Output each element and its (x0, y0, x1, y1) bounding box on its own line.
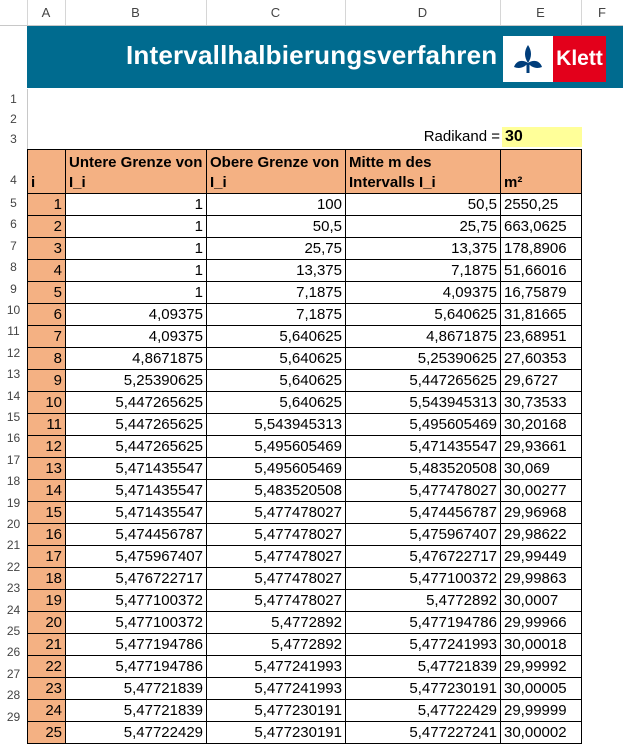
cell-i[interactable]: 9 (28, 370, 66, 392)
cell-lower-bound[interactable]: 4,8671875 (66, 348, 207, 370)
cell-upper-bound[interactable]: 5,640625 (207, 370, 346, 392)
cell-m-squared[interactable]: 30,73533 (501, 392, 582, 414)
row-header[interactable]: 4 (0, 150, 28, 193)
column-header-d[interactable]: D (345, 0, 501, 26)
cell-upper-bound[interactable]: 5,477478027 (207, 590, 346, 612)
cell-midpoint[interactable]: 5,640625 (346, 304, 501, 326)
cell-midpoint[interactable]: 5,25390625 (346, 348, 501, 370)
cell-i[interactable]: 4 (28, 260, 66, 282)
row-header[interactable]: 17 (0, 450, 28, 471)
cell-i[interactable]: 16 (28, 524, 66, 546)
cell-midpoint[interactable]: 5,47722429 (346, 700, 501, 722)
cell-lower-bound[interactable]: 1 (66, 282, 207, 304)
cell-upper-bound[interactable]: 5,640625 (207, 348, 346, 370)
table-row (28, 370, 582, 392)
cell-i[interactable]: 6 (28, 304, 66, 326)
cell-m-squared[interactable]: 663,0625 (501, 216, 582, 238)
cell-lower-bound[interactable]: 5,447265625 (66, 392, 207, 414)
cell-upper-bound[interactable]: 5,477241993 (207, 678, 346, 700)
cell-m-squared[interactable]: 27,60353 (501, 348, 582, 370)
cell-upper-bound[interactable]: 5,477241993 (207, 656, 346, 678)
row-header[interactable]: 7 (0, 236, 28, 257)
cell-midpoint[interactable]: 13,375 (346, 238, 501, 260)
cell-m-squared[interactable]: 29,6727 (501, 370, 582, 392)
cell-i[interactable]: 3 (28, 238, 66, 260)
row-header[interactable]: 29 (0, 707, 28, 728)
row-header[interactable]: 13 (0, 364, 28, 385)
cell-i[interactable]: 14 (28, 480, 66, 502)
cell-i[interactable]: 19 (28, 590, 66, 612)
row-header[interactable]: 16 (0, 428, 28, 449)
table-row (28, 304, 582, 326)
row-header[interactable]: 21 (0, 535, 28, 556)
table-row (28, 260, 582, 282)
cell-midpoint[interactable]: 5,447265625 (346, 370, 501, 392)
row-header[interactable]: 22 (0, 557, 28, 578)
table-row (28, 194, 582, 216)
banner-title: Intervallhalbierungsverfahren (126, 40, 498, 70)
cell-i[interactable]: 11 (28, 414, 66, 436)
cell-upper-bound[interactable]: 7,1875 (207, 282, 346, 304)
cell-upper-bound[interactable]: 5,640625 (207, 392, 346, 414)
cell-midpoint[interactable]: 5,476722717 (346, 546, 501, 568)
cell-lower-bound[interactable]: 5,477194786 (66, 634, 207, 656)
cell-upper-bound[interactable]: 5,543945313 (207, 414, 346, 436)
cell-m-squared[interactable]: 23,68951 (501, 326, 582, 348)
cell-i[interactable]: 20 (28, 612, 66, 634)
row-header[interactable]: 19 (0, 493, 28, 514)
table-row (28, 700, 582, 722)
cell-i[interactable]: 15 (28, 502, 66, 524)
cell-midpoint[interactable]: 4,8671875 (346, 326, 501, 348)
table-row (28, 678, 582, 700)
cell-midpoint[interactable]: 5,543945313 (346, 392, 501, 414)
klett-logo (503, 36, 606, 82)
cell-m-squared[interactable]: 30,20168 (501, 414, 582, 436)
cell-m-squared[interactable]: 30,069 (501, 458, 582, 480)
cell-midpoint[interactable]: 4,09375 (346, 282, 501, 304)
table-row (28, 414, 582, 436)
cell-midpoint[interactable]: 5,4772892 (346, 590, 501, 612)
cell-lower-bound[interactable]: 5,47721839 (66, 700, 207, 722)
column-header-bar (0, 0, 623, 26)
cell-midpoint[interactable]: 25,75 (346, 216, 501, 238)
table-row (28, 656, 582, 678)
row-header[interactable]: 2 (0, 109, 28, 129)
row-header[interactable]: 28 (0, 685, 28, 706)
cell-m-squared[interactable]: 29,96968 (501, 502, 582, 524)
table-row (28, 612, 582, 634)
cell-upper-bound[interactable]: 5,477230191 (207, 722, 346, 744)
header-midpoint[interactable]: Mitte m des Intervalls I_i (346, 150, 501, 194)
cell-lower-bound[interactable]: 5,47722429 (66, 722, 207, 744)
cell-midpoint[interactable]: 5,477478027 (346, 480, 501, 502)
table-row (28, 722, 582, 744)
header-lower-bound[interactable]: Untere Grenze von I_i (66, 150, 207, 194)
select-all-corner[interactable] (0, 0, 28, 26)
column-header-a[interactable]: A (27, 0, 66, 26)
cell-upper-bound[interactable]: 5,495605469 (207, 458, 346, 480)
cell-i[interactable]: 22 (28, 656, 66, 678)
cell-m-squared[interactable]: 30,00277 (501, 480, 582, 502)
cell-midpoint[interactable]: 5,477227241 (346, 722, 501, 744)
header-i[interactable]: i (28, 150, 66, 194)
row-header[interactable]: 25 (0, 621, 28, 642)
cell-lower-bound[interactable]: 1 (66, 238, 207, 260)
column-header-e[interactable]: E (500, 0, 582, 26)
cell-upper-bound[interactable]: 5,477478027 (207, 502, 346, 524)
cell-m-squared[interactable]: 29,93661 (501, 436, 582, 458)
table-row (28, 502, 582, 524)
row-header[interactable]: 5 (0, 193, 28, 214)
row-header[interactable]: 23 (0, 578, 28, 599)
cell-i[interactable]: 5 (28, 282, 66, 304)
row-header[interactable]: 27 (0, 664, 28, 685)
cell-m-squared[interactable]: 30,00002 (501, 722, 582, 744)
cell-lower-bound[interactable]: 1 (66, 260, 207, 282)
cell-i[interactable]: 8 (28, 348, 66, 370)
cell-i[interactable]: 18 (28, 568, 66, 590)
row-header[interactable]: 18 (0, 471, 28, 492)
cell-lower-bound[interactable]: 5,25390625 (66, 370, 207, 392)
cell-m-squared[interactable]: 31,81665 (501, 304, 582, 326)
cell-midpoint[interactable]: 5,477230191 (346, 678, 501, 700)
header-m-squared[interactable]: m² (501, 150, 582, 194)
row-header[interactable]: 6 (0, 214, 28, 235)
cell-lower-bound[interactable]: 1 (66, 194, 207, 216)
table-row (28, 590, 582, 612)
radikand-label: Radikand = (423, 128, 500, 145)
row-header[interactable]: 14 (0, 386, 28, 407)
cell-upper-bound[interactable]: 13,375 (207, 260, 346, 282)
cell-m-squared[interactable]: 30,0007 (501, 590, 582, 612)
cell-lower-bound[interactable]: 5,475967407 (66, 546, 207, 568)
cell-lower-bound[interactable]: 5,447265625 (66, 414, 207, 436)
cell-i[interactable]: 12 (28, 436, 66, 458)
row-header[interactable]: 15 (0, 407, 28, 428)
cell-lower-bound[interactable]: 5,471435547 (66, 480, 207, 502)
cell-m-squared[interactable]: 51,66016 (501, 260, 582, 282)
cell-i[interactable]: 25 (28, 722, 66, 744)
cell-upper-bound[interactable]: 5,477230191 (207, 700, 346, 722)
cell-i[interactable]: 7 (28, 326, 66, 348)
cell-m-squared[interactable]: 29,98622 (501, 524, 582, 546)
cell-upper-bound[interactable]: 5,477478027 (207, 546, 346, 568)
cell-midpoint[interactable]: 5,474456787 (346, 502, 501, 524)
row-header[interactable]: 12 (0, 343, 28, 364)
cell-m-squared[interactable]: 178,8906 (501, 238, 582, 260)
cell-lower-bound[interactable]: 5,47721839 (66, 678, 207, 700)
row-header[interactable]: 20 (0, 514, 28, 535)
cell-m-squared[interactable]: 29,99999 (501, 700, 582, 722)
cell-upper-bound[interactable]: 5,4772892 (207, 634, 346, 656)
cell-i[interactable]: 13 (28, 458, 66, 480)
cell-upper-bound[interactable]: 5,640625 (207, 326, 346, 348)
cell-m-squared[interactable]: 2550,25 (501, 194, 582, 216)
row-header[interactable]: 1 (0, 89, 28, 109)
radikand-input-cell[interactable]: 30 (502, 127, 582, 147)
header-upper-bound[interactable]: Obere Grenze von I_i (207, 150, 346, 194)
table-row (28, 480, 582, 502)
cell-midpoint[interactable]: 5,47721839 (346, 656, 501, 678)
row-header[interactable]: 11 (0, 321, 28, 342)
cell-i[interactable]: 23 (28, 678, 66, 700)
row-header[interactable]: 26 (0, 642, 28, 663)
cell-lower-bound[interactable]: 5,477100372 (66, 590, 207, 612)
cell-midpoint[interactable]: 5,483520508 (346, 458, 501, 480)
cell-midpoint[interactable]: 7,1875 (346, 260, 501, 282)
cell-i[interactable]: 21 (28, 634, 66, 656)
column-header-b[interactable]: B (65, 0, 207, 26)
cell-lower-bound[interactable]: 5,476722717 (66, 568, 207, 590)
cell-upper-bound[interactable]: 5,495605469 (207, 436, 346, 458)
cell-midpoint[interactable]: 50,5 (346, 194, 501, 216)
cell-m-squared[interactable]: 29,99966 (501, 612, 582, 634)
table-row (28, 282, 582, 304)
cell-upper-bound[interactable]: 7,1875 (207, 304, 346, 326)
cell-i[interactable]: 1 (28, 194, 66, 216)
cell-upper-bound[interactable]: 100 (207, 194, 346, 216)
table-header-row (28, 150, 582, 194)
cell-upper-bound[interactable]: 5,483520508 (207, 480, 346, 502)
cell-i[interactable]: 24 (28, 700, 66, 722)
cell-upper-bound[interactable]: 50,5 (207, 216, 346, 238)
row-header[interactable]: 3 (0, 129, 28, 150)
cell-upper-bound[interactable]: 5,4772892 (207, 612, 346, 634)
cell-lower-bound[interactable]: 1 (66, 216, 207, 238)
cell-i[interactable]: 17 (28, 546, 66, 568)
table-row (28, 436, 582, 458)
column-header-c[interactable]: C (206, 0, 346, 26)
table-row (28, 326, 582, 348)
cell-lower-bound[interactable]: 5,477100372 (66, 612, 207, 634)
cell-midpoint[interactable]: 5,477194786 (346, 612, 501, 634)
logo-text: Klett (553, 36, 606, 82)
table-body (28, 194, 582, 744)
cell-i[interactable]: 10 (28, 392, 66, 414)
cell-midpoint[interactable]: 5,477241993 (346, 634, 501, 656)
cell-midpoint[interactable]: 5,477100372 (346, 568, 501, 590)
table-row (28, 216, 582, 238)
cell-upper-bound[interactable]: 25,75 (207, 238, 346, 260)
cell-lower-bound[interactable]: 4,09375 (66, 304, 207, 326)
cell-midpoint[interactable]: 5,495605469 (346, 414, 501, 436)
table-row (28, 546, 582, 568)
cell-midpoint[interactable]: 5,475967407 (346, 524, 501, 546)
bisection-table (27, 149, 582, 744)
cell-m-squared[interactable]: 29,99992 (501, 656, 582, 678)
table-row (28, 524, 582, 546)
table-row (28, 348, 582, 370)
cell-lower-bound[interactable]: 5,471435547 (66, 458, 207, 480)
cell-upper-bound[interactable]: 5,477478027 (207, 568, 346, 590)
table-row (28, 568, 582, 590)
klett-logo-icon (503, 36, 553, 82)
cell-m-squared[interactable]: 29,99449 (501, 546, 582, 568)
cell-lower-bound[interactable]: 4,09375 (66, 326, 207, 348)
cell-lower-bound[interactable]: 5,471435547 (66, 502, 207, 524)
table-row (28, 634, 582, 656)
row-header[interactable]: 10 (0, 300, 28, 321)
table-row (28, 458, 582, 480)
table-row (28, 392, 582, 414)
cell-m-squared[interactable]: 16,75879 (501, 282, 582, 304)
cell-m-squared[interactable]: 30,00018 (501, 634, 582, 656)
row-header[interactable]: 9 (0, 279, 28, 300)
row-header[interactable]: 24 (0, 600, 28, 621)
cell-midpoint[interactable]: 5,471435547 (346, 436, 501, 458)
cell-lower-bound[interactable]: 5,447265625 (66, 436, 207, 458)
column-header-f[interactable]: F (581, 0, 623, 26)
cell-lower-bound[interactable]: 5,474456787 (66, 524, 207, 546)
cell-m-squared[interactable]: 30,00005 (501, 678, 582, 700)
cell-upper-bound[interactable]: 5,477478027 (207, 524, 346, 546)
cell-i[interactable]: 2 (28, 216, 66, 238)
cell-lower-bound[interactable]: 5,477194786 (66, 656, 207, 678)
table-row (28, 238, 582, 260)
cell-m-squared[interactable]: 29,99863 (501, 568, 582, 590)
row-header[interactable]: 8 (0, 257, 28, 278)
